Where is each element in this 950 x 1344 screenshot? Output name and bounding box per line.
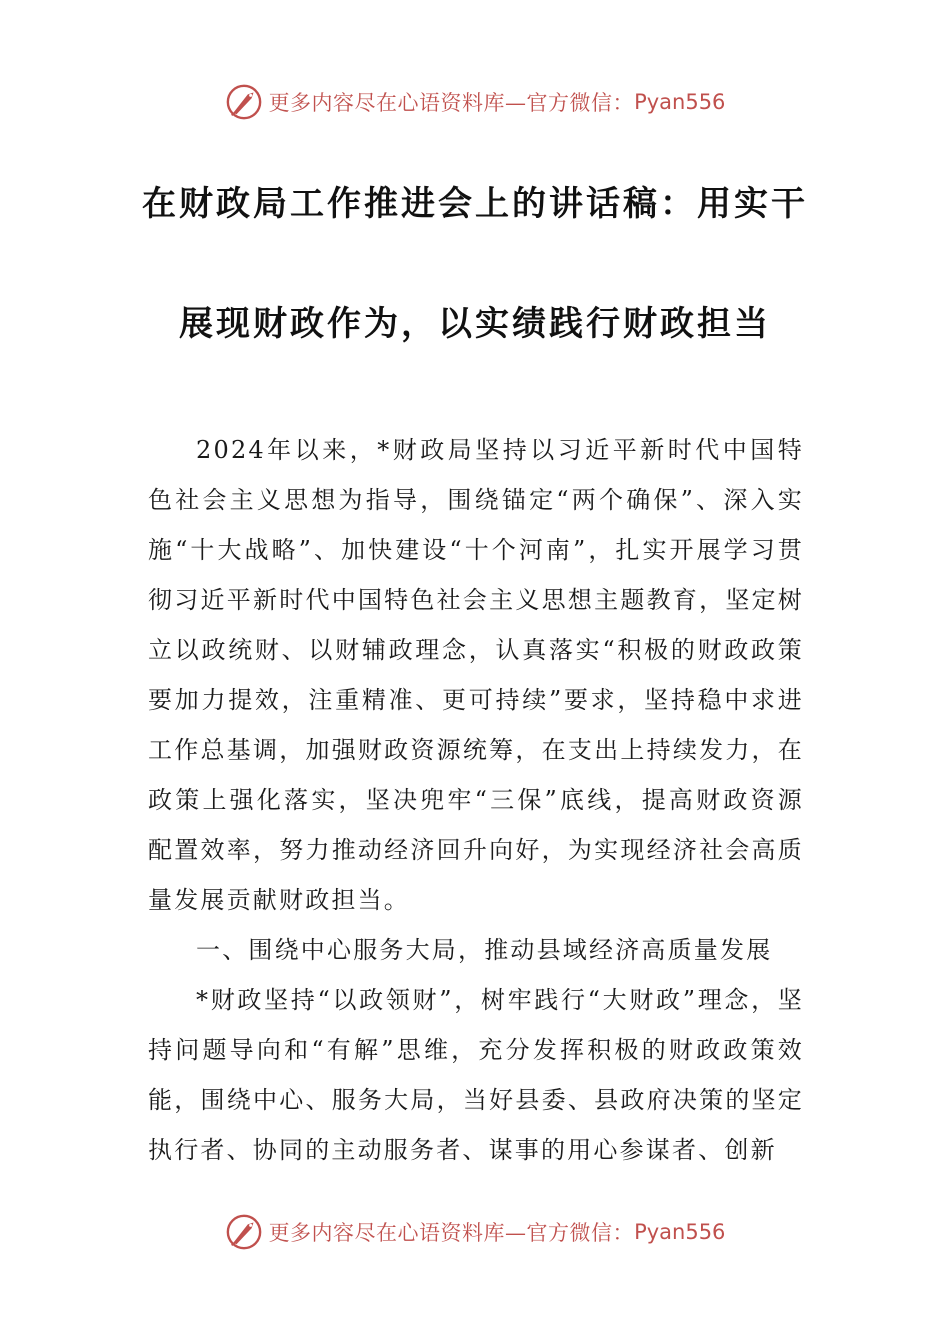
footer-watermark-banner [0,1210,950,1254]
body-paragraph: *财政坚持“以政领财”，树牢践行“大财政”理念，坚持问题导向和“有解”思维，充分发挥积极的财政政策效能，围绕中心、服务大局，当好县委、县政府决策的坚定执行者、协同的主动服务者、谋事的用心参谋者、创新 [148,986,804,1164]
header-watermark-banner [0,80,950,124]
section-heading: 一、围绕中心服务大局，推动县域经济高质量发展 [196,936,773,964]
document-title-line-1: 在财政局工作推进会上的讲话稿：用实干 [142,184,808,224]
pen-nib-logo-icon [225,1213,263,1251]
banner-text: 更多内容尽在心语资料库—官方微信： [268,91,635,115]
document-body [148,425,804,1175]
body-paragraph: 2024年以来，*财政局坚持以习近平新时代中国特色社会主义思想为指导，围绕锚定“两个确保”、深入实施“十大战略”、加快建设“十个河南”，扎实开展学习贯彻习近平新时代中国特色社会主义思想主题教育，坚定树立以政统财、以财辅政理念，认真落实“积极的财政政策要加力提效，注重精准、更可持续”要求，坚持稳中求进工作总基调，加强财政资源统筹，在支出上持续发力，在政策上强化落实，坚决兜牢“三保”底线，提高财政资源配置效率，努力推动经济回升向好，为实现经济社会高质量发展贡献财政担当。 [148,436,804,914]
document-title-line-2: 展现财政作为，以实绩践行财政担当 [179,304,771,344]
banner-text: 更多内容尽在心语资料库—官方微信： [268,1221,635,1245]
pen-nib-logo-icon [225,83,263,121]
banner-wechat-id: Pyan556 [634,1220,726,1244]
banner-wechat-id: Pyan556 [634,90,726,114]
